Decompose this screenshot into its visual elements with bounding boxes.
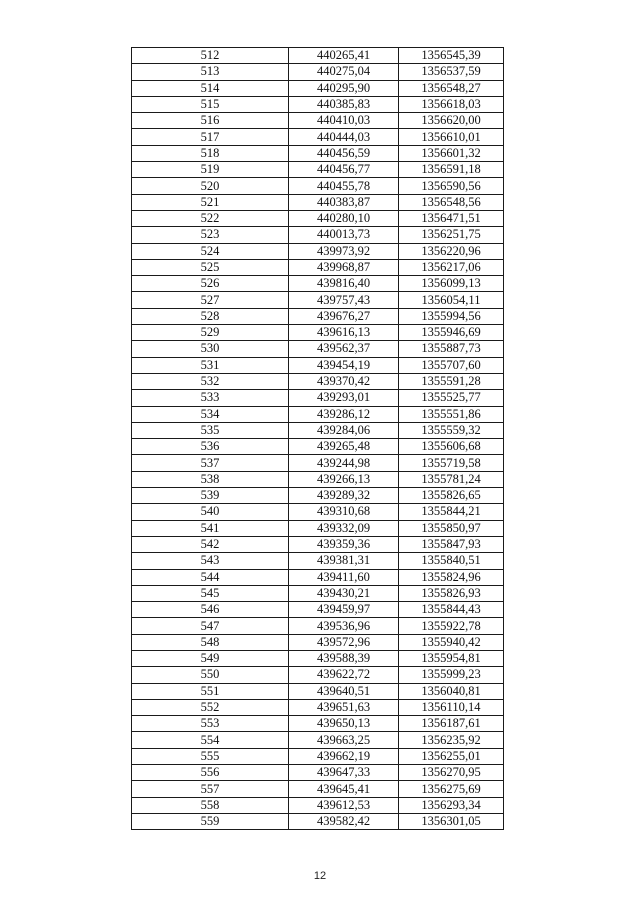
x-coordinate-cell: 440013,73 [289,227,399,243]
table-row [132,667,504,683]
x-coordinate-cell: 439411,60 [289,569,399,585]
point-number-cell: 551 [132,683,289,699]
coordinates-table-body [132,48,504,830]
x-coordinate-cell: 439647,33 [289,765,399,781]
point-number-cell: 559 [132,813,289,829]
y-coordinate-cell: 1355844,21 [399,504,504,520]
x-coordinate-cell: 439244,98 [289,455,399,471]
point-number-cell: 533 [132,390,289,406]
point-number-cell: 557 [132,781,289,797]
point-number-cell: 525 [132,259,289,275]
point-number-cell: 549 [132,650,289,666]
table-row [132,145,504,161]
x-coordinate-cell: 439968,87 [289,259,399,275]
table-row [132,80,504,96]
point-number-cell: 553 [132,716,289,732]
y-coordinate-cell: 1356054,11 [399,292,504,308]
y-coordinate-cell: 1356610,01 [399,129,504,145]
x-coordinate-cell: 440455,78 [289,178,399,194]
table-row [132,650,504,666]
x-coordinate-cell: 439562,37 [289,341,399,357]
point-number-cell: 540 [132,504,289,520]
y-coordinate-cell: 1356235,92 [399,732,504,748]
table-row [132,227,504,243]
table-row [132,162,504,178]
x-coordinate-cell: 440456,59 [289,145,399,161]
y-coordinate-cell: 1356217,06 [399,259,504,275]
y-coordinate-cell: 1356293,34 [399,797,504,813]
table-row [132,292,504,308]
table-row [132,699,504,715]
y-coordinate-cell: 1356251,75 [399,227,504,243]
point-number-cell: 546 [132,602,289,618]
point-number-cell: 558 [132,797,289,813]
table-row [132,178,504,194]
table-row [132,129,504,145]
x-coordinate-cell: 439266,13 [289,471,399,487]
point-number-cell: 545 [132,585,289,601]
point-number-cell: 529 [132,325,289,341]
x-coordinate-cell: 439645,41 [289,781,399,797]
table-row [132,504,504,520]
y-coordinate-cell: 1356545,39 [399,48,504,64]
point-number-cell: 531 [132,357,289,373]
y-coordinate-cell: 1355707,60 [399,357,504,373]
y-coordinate-cell: 1355999,23 [399,667,504,683]
y-coordinate-cell: 1355551,86 [399,406,504,422]
point-number-cell: 550 [132,667,289,683]
y-coordinate-cell: 1355850,97 [399,520,504,536]
table-row [132,341,504,357]
point-number-cell: 524 [132,243,289,259]
table-row [132,210,504,226]
y-coordinate-cell: 1355887,73 [399,341,504,357]
x-coordinate-cell: 439289,32 [289,488,399,504]
x-coordinate-cell: 440275,04 [289,64,399,80]
x-coordinate-cell: 439381,31 [289,553,399,569]
table-row [132,716,504,732]
table-row [132,243,504,259]
table-row [132,585,504,601]
x-coordinate-cell: 439286,12 [289,406,399,422]
point-number-cell: 535 [132,422,289,438]
point-number-cell: 541 [132,520,289,536]
y-coordinate-cell: 1356591,18 [399,162,504,178]
x-coordinate-cell: 440456,77 [289,162,399,178]
table-row [132,390,504,406]
point-number-cell: 522 [132,210,289,226]
x-coordinate-cell: 439676,27 [289,308,399,324]
point-number-cell: 530 [132,341,289,357]
x-coordinate-cell: 439662,19 [289,748,399,764]
x-coordinate-cell: 439332,09 [289,520,399,536]
table-row [132,48,504,64]
point-number-cell: 512 [132,48,289,64]
y-coordinate-cell: 1355946,69 [399,325,504,341]
x-coordinate-cell: 439284,06 [289,422,399,438]
point-number-cell: 556 [132,765,289,781]
table-row [132,536,504,552]
x-coordinate-cell: 439582,42 [289,813,399,829]
x-coordinate-cell: 439757,43 [289,292,399,308]
x-coordinate-cell: 439572,96 [289,634,399,650]
y-coordinate-cell: 1356220,96 [399,243,504,259]
x-coordinate-cell: 439816,40 [289,276,399,292]
x-coordinate-cell: 439265,48 [289,439,399,455]
point-number-cell: 523 [132,227,289,243]
point-number-cell: 518 [132,145,289,161]
table-row [132,683,504,699]
x-coordinate-cell: 439651,63 [289,699,399,715]
point-number-cell: 555 [132,748,289,764]
x-coordinate-cell: 440295,90 [289,80,399,96]
point-number-cell: 514 [132,80,289,96]
x-coordinate-cell: 439612,53 [289,797,399,813]
table-row [132,471,504,487]
y-coordinate-cell: 1355559,32 [399,422,504,438]
point-number-cell: 517 [132,129,289,145]
x-coordinate-cell: 439663,25 [289,732,399,748]
y-coordinate-cell: 1356255,01 [399,748,504,764]
y-coordinate-cell: 1356590,56 [399,178,504,194]
point-number-cell: 515 [132,96,289,112]
coordinates-table [131,47,504,830]
point-number-cell: 539 [132,488,289,504]
y-coordinate-cell: 1356187,61 [399,716,504,732]
table-row [132,455,504,471]
point-number-cell: 543 [132,553,289,569]
point-number-cell: 554 [132,732,289,748]
y-coordinate-cell: 1356620,00 [399,113,504,129]
table-row [132,308,504,324]
x-coordinate-cell: 439622,72 [289,667,399,683]
point-number-cell: 534 [132,406,289,422]
x-coordinate-cell: 440383,87 [289,194,399,210]
table-row [132,96,504,112]
y-coordinate-cell: 1356099,13 [399,276,504,292]
table-row [132,439,504,455]
x-coordinate-cell: 439293,01 [289,390,399,406]
table-row [132,634,504,650]
point-number-cell: 516 [132,113,289,129]
table-row [132,422,504,438]
point-number-cell: 536 [132,439,289,455]
x-coordinate-cell: 439370,42 [289,373,399,389]
point-number-cell: 547 [132,618,289,634]
table-row [132,813,504,829]
table-row [132,765,504,781]
point-number-cell: 532 [132,373,289,389]
y-coordinate-cell: 1356471,51 [399,210,504,226]
y-coordinate-cell: 1355954,81 [399,650,504,666]
table-row [132,276,504,292]
y-coordinate-cell: 1356537,59 [399,64,504,80]
point-number-cell: 542 [132,536,289,552]
x-coordinate-cell: 439973,92 [289,243,399,259]
point-number-cell: 552 [132,699,289,715]
point-number-cell: 520 [132,178,289,194]
x-coordinate-cell: 439454,19 [289,357,399,373]
table-row [132,618,504,634]
point-number-cell: 519 [132,162,289,178]
y-coordinate-cell: 1356618,03 [399,96,504,112]
y-coordinate-cell: 1355922,78 [399,618,504,634]
y-coordinate-cell: 1355591,28 [399,373,504,389]
table-row [132,602,504,618]
y-coordinate-cell: 1356548,27 [399,80,504,96]
point-number-cell: 528 [132,308,289,324]
table-row [132,732,504,748]
y-coordinate-cell: 1355719,58 [399,455,504,471]
y-coordinate-cell: 1355826,93 [399,585,504,601]
y-coordinate-cell: 1356270,95 [399,765,504,781]
table-row [132,259,504,275]
y-coordinate-cell: 1355847,93 [399,536,504,552]
y-coordinate-cell: 1356040,81 [399,683,504,699]
y-coordinate-cell: 1356301,05 [399,813,504,829]
x-coordinate-cell: 440265,41 [289,48,399,64]
x-coordinate-cell: 440410,03 [289,113,399,129]
table-row [132,194,504,210]
x-coordinate-cell: 439430,21 [289,585,399,601]
table-row [132,325,504,341]
y-coordinate-cell: 1355840,51 [399,553,504,569]
table-row [132,781,504,797]
table-row [132,520,504,536]
table-row [132,797,504,813]
table-row [132,64,504,80]
y-coordinate-cell: 1355994,56 [399,308,504,324]
table-row [132,406,504,422]
y-coordinate-cell: 1356110,14 [399,699,504,715]
x-coordinate-cell: 439310,68 [289,504,399,520]
y-coordinate-cell: 1356275,69 [399,781,504,797]
page-number: 12 [313,870,327,882]
y-coordinate-cell: 1356548,56 [399,194,504,210]
x-coordinate-cell: 439650,13 [289,716,399,732]
y-coordinate-cell: 1356601,32 [399,145,504,161]
table-row [132,569,504,585]
point-number-cell: 513 [132,64,289,80]
y-coordinate-cell: 1355525,77 [399,390,504,406]
y-coordinate-cell: 1355940,42 [399,634,504,650]
x-coordinate-cell: 439588,39 [289,650,399,666]
point-number-cell: 537 [132,455,289,471]
x-coordinate-cell: 439616,13 [289,325,399,341]
x-coordinate-cell: 439640,51 [289,683,399,699]
y-coordinate-cell: 1355606,68 [399,439,504,455]
table-row [132,553,504,569]
x-coordinate-cell: 439536,96 [289,618,399,634]
table-row [132,748,504,764]
table-row [132,113,504,129]
y-coordinate-cell: 1355824,96 [399,569,504,585]
x-coordinate-cell: 440385,83 [289,96,399,112]
y-coordinate-cell: 1355844,43 [399,602,504,618]
table-row [132,357,504,373]
x-coordinate-cell: 439459,97 [289,602,399,618]
point-number-cell: 527 [132,292,289,308]
point-number-cell: 548 [132,634,289,650]
point-number-cell: 521 [132,194,289,210]
x-coordinate-cell: 440444,03 [289,129,399,145]
table-row [132,488,504,504]
y-coordinate-cell: 1355781,24 [399,471,504,487]
y-coordinate-cell: 1355826,65 [399,488,504,504]
point-number-cell: 526 [132,276,289,292]
x-coordinate-cell: 440280,10 [289,210,399,226]
table-row [132,373,504,389]
x-coordinate-cell: 439359,36 [289,536,399,552]
point-number-cell: 544 [132,569,289,585]
point-number-cell: 538 [132,471,289,487]
